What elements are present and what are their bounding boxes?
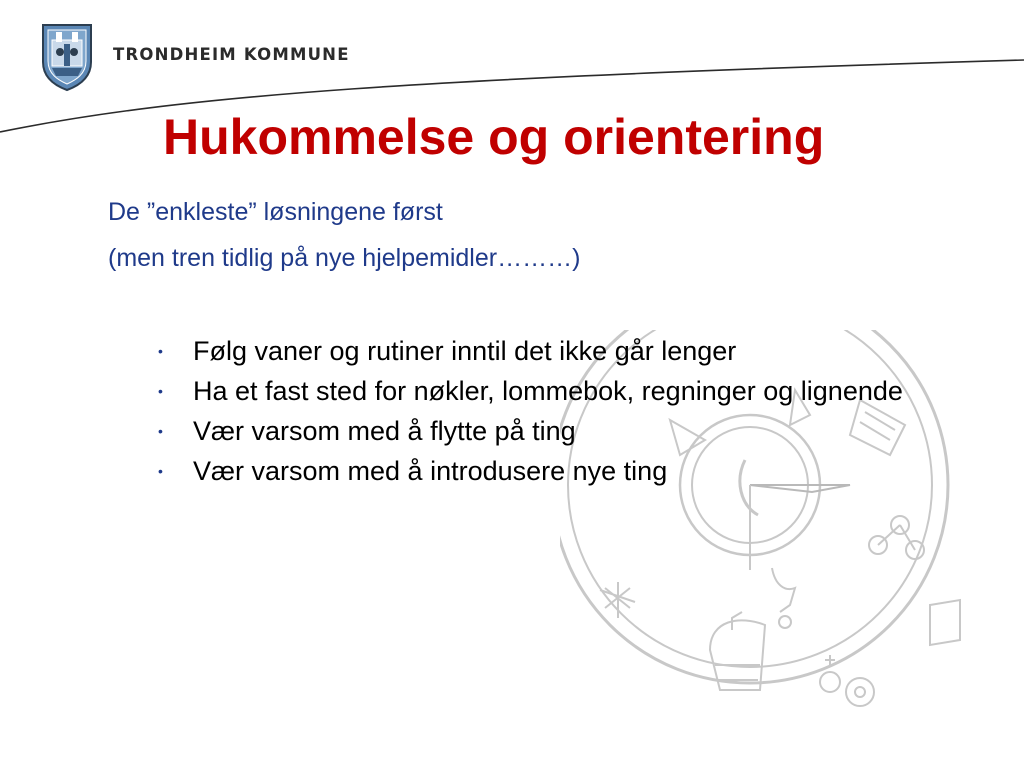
bullet-dot-icon: • (158, 343, 163, 359)
bullet-text: Ha et fast sted for nøkler, lommebok, regninger og lignende (193, 376, 903, 406)
organization-name: TRONDHEIM KOMMUNE (113, 45, 350, 64)
bullet-item (158, 334, 978, 369)
subtitle-line-2: (men tren tidlig på nye hjelpemidler………) (108, 244, 581, 272)
bullet-dot-icon: • (158, 463, 163, 479)
bullet-text: Vær varsom med å flytte på ting (193, 416, 576, 446)
bullet-dot-icon: • (158, 383, 163, 399)
subtitle-line-1: De ”enkleste” løsningene først (108, 198, 443, 226)
bullet-text: Vær varsom med å introdusere nye ting (193, 456, 668, 486)
coat-of-arms-icon (40, 22, 94, 92)
slide-title: Hukommelse og orientering (163, 109, 825, 165)
bullet-item (158, 454, 978, 489)
bullet-item (158, 414, 978, 449)
bullet-text: Følg vaner og rutiner inntil det ikke går lenger (193, 336, 737, 366)
bullet-list (158, 334, 978, 494)
bullet-dot-icon: • (158, 423, 163, 439)
bullet-item (158, 374, 978, 409)
